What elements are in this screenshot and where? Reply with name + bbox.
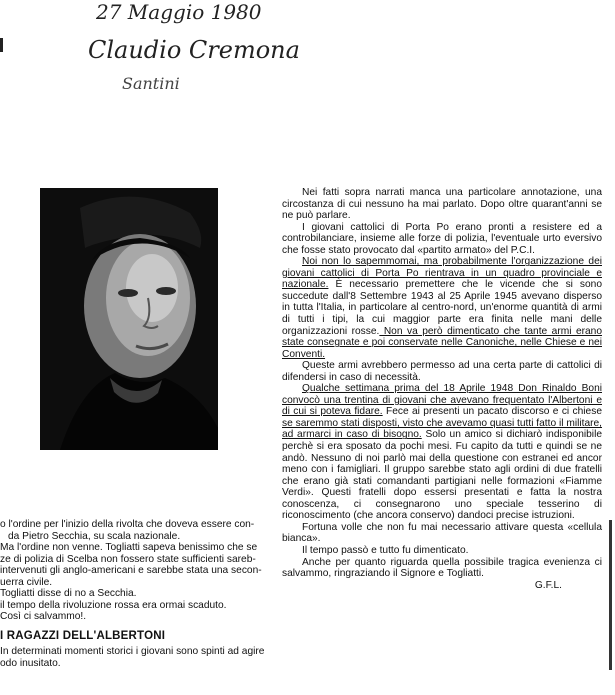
paragraph-1: Nei fatti sopra narrati manca una particolare annotazione, una circostanza di cui nessuno ha mai parlato. Dopo oltre quarant'anni se ne può parlare. xyxy=(282,187,602,222)
text-line: odo inusitato. xyxy=(0,658,61,670)
text-line: da Pietro Secchia, su scala nazionale. xyxy=(8,530,181,542)
text-line: il tempo della rivoluzione rossa era ormai scaduto. xyxy=(0,599,227,611)
text-span: Solo un amico si dichiarò indisponibile perchè si era sposato da pochi mesi. Fu capito da tutti e quindi se ne andò. Nessuno di noi parlò mai della questione con estranei ed ancor meno con i famigliari. Il gruppo sarebbe stato agli ordini di due fratelli che erano già stati comandanti partigiani nelle formazioni «Fiamme Verdi». Questi fratelli dopo essersi presentati e fatta la nostra conoscenza, ci consegnarono uno speciale tesserino di riconoscimento (che ancora conservo) dandoci precise istruzioni. xyxy=(282,429,602,522)
paragraph-5 xyxy=(282,383,602,522)
paragraph-7: Il tempo passò e tutto fu dimenticato. xyxy=(302,544,469,556)
underlined-text: Qualche settimana prima del 18 Aprile 1948 Don Rinaldo Boni convocò una trentina di giovani che avevano frequentato l'Albertoni e di cui si poteva fidare. xyxy=(282,383,602,418)
handwritten-name: Claudio Cremona xyxy=(88,36,300,64)
portrait-photo xyxy=(40,188,218,450)
text-line: Togliatti disse di no a Secchia. xyxy=(0,588,137,600)
underlined-text: Non va però dimenticato che tante armi erano state consegnate e poi conservate nelle Canoniche, nelle Chiese e nei Conventi. xyxy=(282,325,602,360)
text-line: In determinati momenti storici i giovani sono spinti ad agire xyxy=(0,646,265,658)
text-span: È necessario premettere che le vicende che si sono succedute dall'8 Settembre 1943 al 25 Aprile 1945 avevano disperso in tutta l'Italia, in particolare al centro-nord, un'enorme quantità di armi di tutti i tipi, la cui maggior parte era finita nelle mani delle organizzazioni rosse. xyxy=(282,279,602,337)
underlined-text: Noi non lo sapemmomai, ma probabilmente l'organizzazione dei giovani cattolici di Porta Po rientrava in un quadro provinciale e nazionale. xyxy=(282,256,602,291)
paragraph-3 xyxy=(282,256,602,360)
paragraph-6: Fortuna volle che non fu mai necessario attivare questa «cellula bianca». xyxy=(282,521,602,545)
section-heading: I RAGAZZI DELL'ALBERTONI xyxy=(0,629,166,642)
right-column xyxy=(282,187,602,591)
left-column xyxy=(0,519,275,670)
portrait-photo-icon xyxy=(40,188,218,450)
margin-bar xyxy=(609,520,612,670)
handwritten-date: 27 Maggio 1980 xyxy=(96,0,262,24)
paragraph-2: I giovani cattolici di Porta Po erano pronti a resistere ed a controbilanciare, insieme alle forze di polizia, l'eventuale urto eversivo che fosse stato provocato dal «partito armato» del P.C.I. xyxy=(282,221,602,256)
text-line: o l'ordine per l'inizio della rivolta che doveva essere con- xyxy=(0,519,255,530)
signature: G.F.L. xyxy=(534,579,562,591)
text-line: uerra civile. xyxy=(0,576,53,588)
handwritten-surname: Santini xyxy=(122,74,180,93)
text-line: ze di polizia di Scelba non fossero state sufficienti sareb- xyxy=(0,553,256,565)
text-line: Ma l'ordine non venne. Togliatti sapeva benissimo che se xyxy=(0,542,258,554)
underlined-text: se saremmo stati disposti, visto che avevamo quasi tutti fatto il militare, ad armarci in caso di bisogno. xyxy=(282,417,602,441)
paragraph-8: Anche per quanto riguarda quella possibile tragica evenienza ci salvammo, ringraziando il Signore e Togliatti. xyxy=(282,556,602,580)
text-line: intervenuti gli anglo-americani e sarebbe stata una secon- xyxy=(0,565,262,577)
text-line: Così ci salvammo!. xyxy=(0,611,87,623)
edge-mark xyxy=(0,38,3,52)
paragraph-4: Queste armi avrebbero permesso ad una certa parte di cattolici di difendersi in caso di necessità. xyxy=(282,360,602,383)
text-span: Fece ai presenti un pacato discorso e ci chiese xyxy=(382,406,602,418)
